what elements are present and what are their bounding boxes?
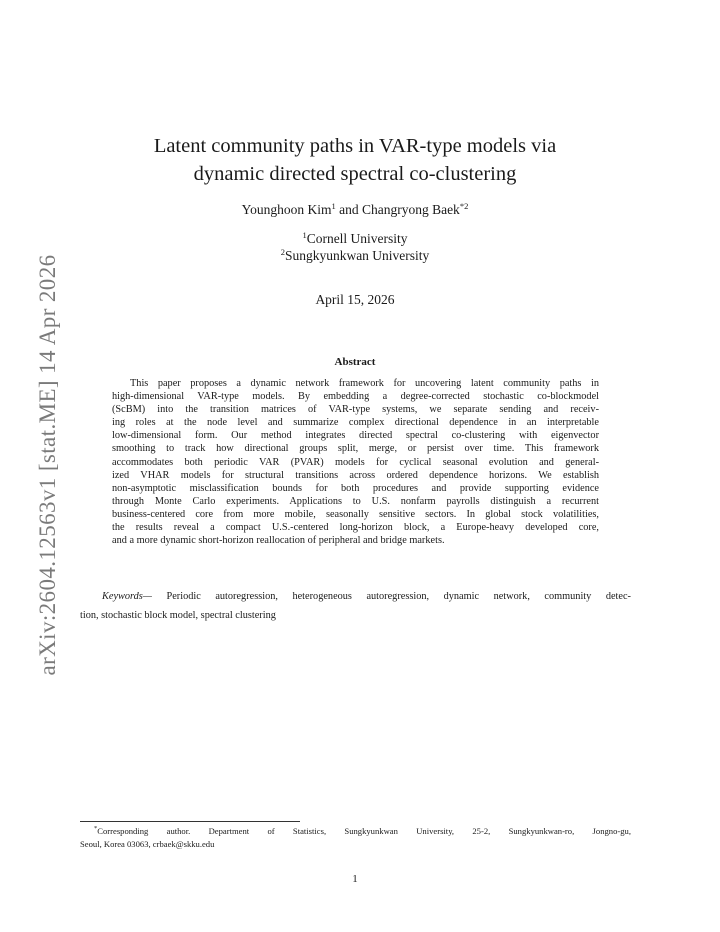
abstract-body bbox=[112, 377, 599, 547]
abstract-line: low-dimensional form. Our method integrates directed spectral co-clustering with eigenvector bbox=[112, 430, 599, 442]
footnote-divider bbox=[80, 821, 300, 822]
publication-date: April 15, 2026 bbox=[315, 292, 395, 307]
abstract-line: ized VHAR models for structural transitions across ordered dependence horizons. We establish bbox=[112, 469, 599, 481]
footnote-text: Corresponding author. Department of Statistics, Sungkyunkwan University, 25-2, Sungkyunkwan-ro, Jongno-gu, bbox=[97, 826, 631, 836]
footnote-line bbox=[80, 825, 631, 838]
author-name: Younghoon Kim bbox=[241, 202, 332, 217]
abstract-line: and a more dynamic short-horizon reallocation of peripheral and bridge markets. bbox=[112, 535, 445, 547]
abstract-line: the results reveal a compact U.S.-centered long-horizon block, a Europe-heavy developed core, bbox=[112, 522, 599, 534]
footnote-marker: * bbox=[94, 825, 98, 832]
keywords-line bbox=[80, 587, 631, 606]
affiliation-marker: 2 bbox=[280, 247, 285, 257]
author-list bbox=[0, 202, 710, 218]
affiliation-line bbox=[0, 230, 710, 247]
author-connector: and bbox=[335, 202, 362, 217]
abstract-line: smoothing to track how directional groups split, merge, or persist over time. This framework bbox=[112, 443, 599, 455]
abstract-line: This paper proposes a dynamic network framework for uncovering latent community paths in bbox=[130, 378, 599, 389]
paper-title-line-2: dynamic directed spectral co-clustering bbox=[193, 163, 517, 185]
corresponding-author-footnote bbox=[80, 825, 631, 851]
affiliation-marker: 1 bbox=[302, 230, 307, 240]
affiliation-name: Cornell University bbox=[306, 231, 408, 246]
keywords-label: Keywords— bbox=[102, 591, 152, 602]
page-number: 1 bbox=[352, 873, 358, 885]
arxiv-identifier-stamp: arXiv:2604.12563v1 [stat.ME] 14 Apr 2026 bbox=[35, 254, 60, 676]
abstract-line: non-asymptotic misclassification bounds for both procedures and provide supporting evidence bbox=[112, 482, 599, 494]
affiliation-line bbox=[0, 247, 710, 264]
abstract-line: ing roles at the node level and summarize complex directional dependence in an interpretable bbox=[112, 417, 599, 429]
abstract-line: high-dimensional VAR-type models. By embedding a degree-corrected stochastic co-blockmodel bbox=[112, 391, 599, 403]
affiliation-list bbox=[0, 230, 710, 264]
affiliation-name: Sungkyunkwan University bbox=[284, 248, 430, 263]
keywords-text: Periodic autoregression, heterogeneous autoregression, dynamic network, community detec- bbox=[151, 591, 631, 602]
author-affiliation-marker: 1 bbox=[331, 201, 336, 211]
paper-title bbox=[0, 132, 710, 188]
abstract-line: through Monte Carlo experiments. Applications to U.S. nonfarm payrolls distinguish a recurrent bbox=[112, 495, 599, 507]
keywords-line: tion, stochastic block model, spectral clustering bbox=[80, 610, 276, 621]
abstract-line: accommodates both periodic VAR (PVAR) models for cyclical seasonal evolution and general- bbox=[112, 456, 599, 468]
footnote-line: Seoul, Korea 03063, crbaek@skku.edu bbox=[80, 839, 215, 849]
paper-title-line-1: Latent community paths in VAR-type models via bbox=[153, 135, 557, 157]
abstract-line: (ScBM) into the transition matrices of VAR-type systems, we separate sending and receiv- bbox=[112, 404, 599, 416]
abstract-heading: Abstract bbox=[334, 356, 376, 368]
author-affiliation-marker: *2 bbox=[459, 201, 469, 211]
abstract-line: business-centered core from more mobile, seasonally sensitive sectors. In global stock volatilities, bbox=[112, 508, 599, 520]
keywords-section bbox=[80, 587, 631, 625]
author-name: Changryong Baek bbox=[361, 202, 460, 217]
